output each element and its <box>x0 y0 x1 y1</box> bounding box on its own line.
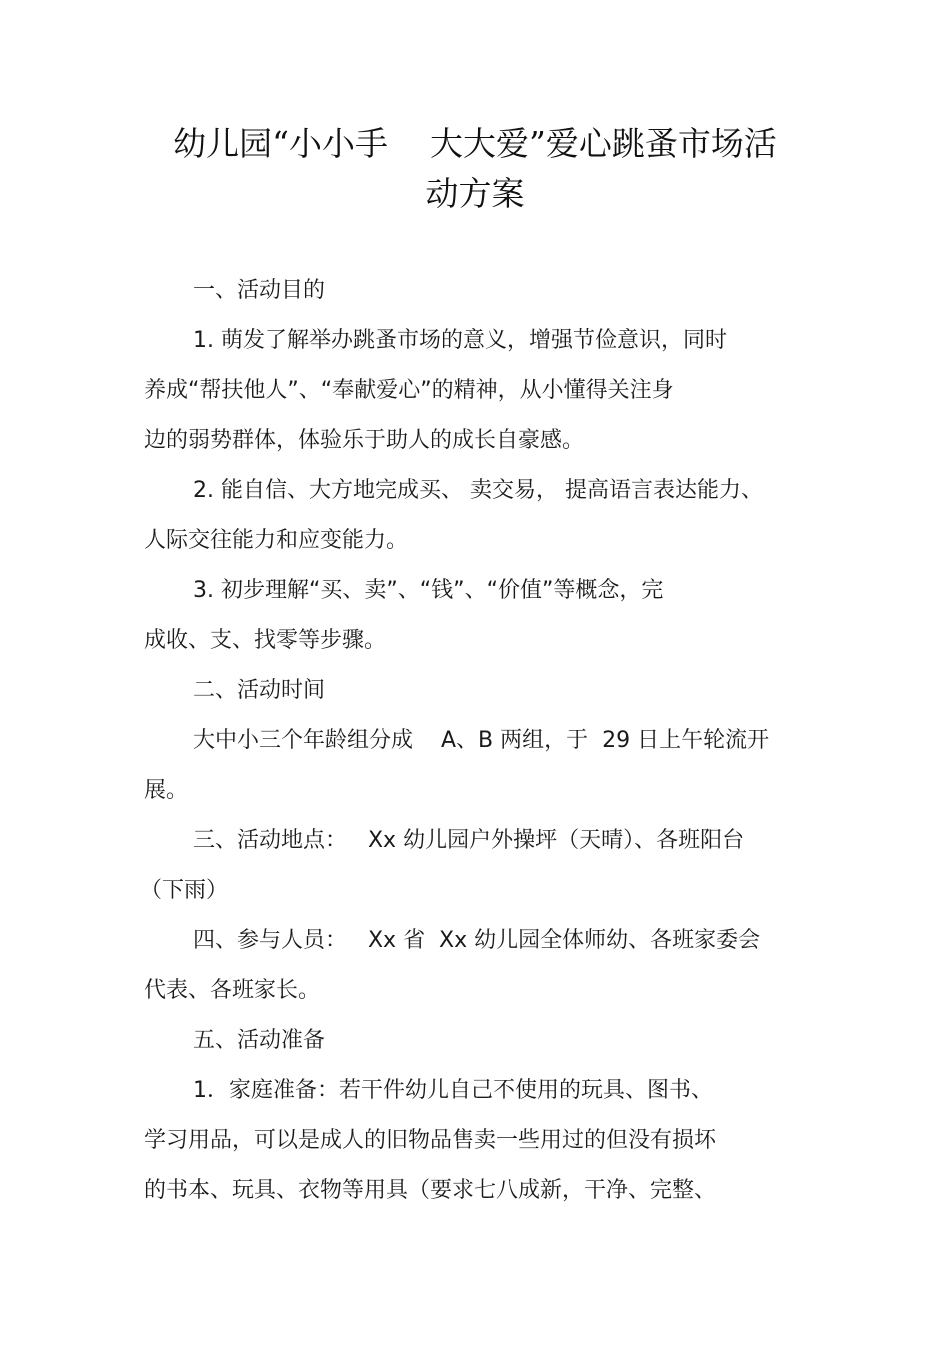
section-heading-participants: 四、参与人员： Xx 省 Xx 幼儿园全体师幼、各班家委会 <box>193 928 761 953</box>
paragraph-line: （下雨） <box>140 878 229 903</box>
paragraph-line: 养成“帮扶他人”、“奉献爱心”的精神，从小懂得关注身 <box>144 378 674 403</box>
paragraph-line: 的书本、玩具、衣物等用具（要求七八成新，干净、完整、 <box>144 1178 717 1203</box>
paragraph-line: 3. 初步理解“买、卖”、“钱”、“价值”等概念，完 <box>193 578 664 603</box>
paragraph-line: 边的弱势群体，体验乐于助人的成长自豪感。 <box>144 428 585 453</box>
paragraph-line: 展。 <box>144 778 189 803</box>
document-title-line-1: 幼儿园“小小手 大大爱”爱心跳蚤市场活 <box>173 124 777 163</box>
paragraph-line: 人际交往能力和应变能力。 <box>144 528 409 553</box>
paragraph-line: 大中小三个年龄组分成 A、B 两组，于 29 日上午轮流开 <box>193 728 770 753</box>
paragraph-line: 1．家庭准备：若干件幼儿自己不使用的玩具、图书、 <box>193 1078 713 1103</box>
section-heading-location: 三、活动地点： Xx 幼儿园户外操坪（天晴）、各班阳台 <box>193 828 745 853</box>
document-title-line-2: 动方案 <box>425 174 525 213</box>
paragraph-line: 代表、各班家长。 <box>144 978 321 1003</box>
section-heading-preparation: 五、活动准备 <box>193 1028 326 1053</box>
paragraph-line: 学习用品，可以是成人的旧物品售卖一些用过的但没有损坏 <box>144 1128 717 1153</box>
paragraph-line: 1. 萌发了解举办跳蚤市场的意义，增强节俭意识，同时 <box>193 328 727 353</box>
section-heading-purpose: 一、活动目的 <box>193 278 326 303</box>
paragraph-line: 2. 能自信、大方地完成买、 卖交易， 提高语言表达能力、 <box>193 478 763 503</box>
section-heading-time: 二、活动时间 <box>193 678 326 703</box>
paragraph-line: 成收、支、找零等步骤。 <box>144 628 387 653</box>
